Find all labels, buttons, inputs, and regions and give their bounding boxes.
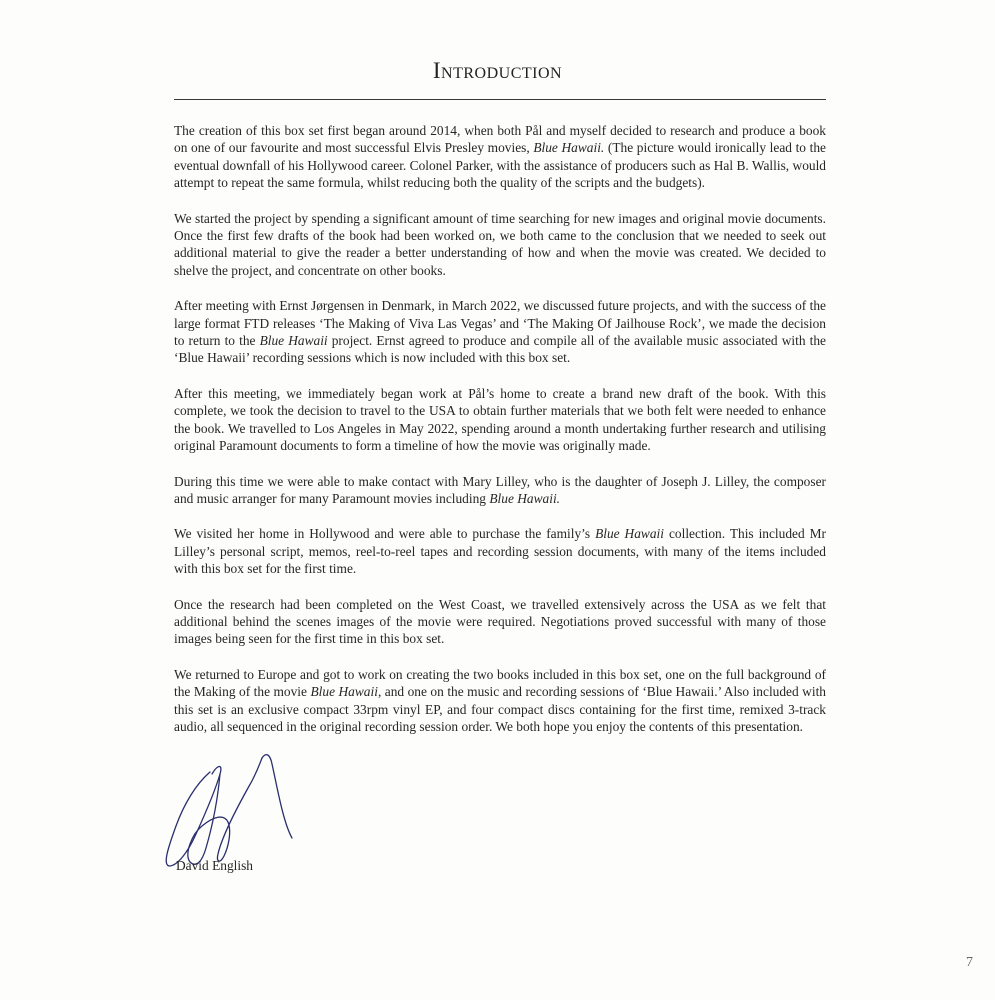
body-paragraph — [174, 385, 826, 455]
italic-title: Blue Hawaii. — [489, 490, 561, 506]
body-paragraph — [174, 473, 826, 508]
italic-title: Blue Hawaii. — [533, 140, 605, 156]
text-run: After this meeting, we immediately began work at Pål’s home to create a brand new draft of the book. With this complete, we took the decision to travel to the USA to obtain further materials that we both felt were needed to enhance the book. We travelled to Los Angeles in May 2022, spending around a month undertaking further research and utilising original Paramount documents to form a timeline of how the movie was originally made. — [174, 385, 826, 454]
signer-name: David English — [176, 858, 253, 873]
body-paragraph — [174, 297, 826, 367]
page-title: Introduction — [432, 58, 563, 83]
text-run: During this time we were able to make contact with Mary Lilley, who is the daughter of Joseph J. Lilley, the composer and music arranger for many Paramount movies including — [174, 473, 826, 506]
body-paragraph — [174, 666, 826, 736]
text-run: After meeting with Ernst Jørgensen in Denmark, in March 2022, we discussed future projects, and with the success of the large format FTD releases ‘The Making of Viva Las Vegas’ and ‘The Making Of Jailhouse Rock’, we made the decision to return to the — [174, 298, 826, 349]
body-paragraph — [174, 210, 826, 280]
body-text — [174, 122, 826, 753]
text-run: Once the research had been completed on the West Coast, we travelled extensively across the USA as we felt that additional behind the scenes images of the movie were required. Negotiations proved successful with many of those images being seen for the first time in this box set. — [174, 596, 826, 647]
text-run: The creation of this box set first began around 2014, when both Pål and myself decided to research and produce a book on one of our favourite and most successful Elvis Presley movies, — [174, 123, 826, 156]
text-run: We visited her home in Hollywood and were able to purchase the family’s — [174, 526, 596, 542]
text-run: We returned to Europe and got to work on creating the two books included in this box set, one on the full background of the Making of the movie — [174, 666, 826, 700]
italic-title: Blue Hawaii — [310, 684, 378, 700]
body-paragraph — [174, 122, 826, 192]
text-run: (The picture would ironically lead to the eventual downfall of his Hollywood career. Colonel Parker, with the assistance of producers such as Hal B. Wallis, would attempt to repeat the same formula, whilst reducing both the quality of the scripts and the budgets). — [174, 140, 826, 191]
text-run: We started the project by spending a significant amount of time searching for new images and original movie documents. Once the first few drafts of the book had been worked on, we both came to the conclusion that we needed to seek out additional material to give the reader a better understanding of how and when the movie was created. We decided to shelve the project, and concentrate on other books. — [174, 210, 826, 278]
italic-title: Blue Hawaii — [259, 333, 328, 349]
page-number: 7 — [966, 955, 973, 970]
body-paragraph — [174, 525, 826, 577]
italic-title: Blue Hawaii — [595, 526, 664, 542]
body-paragraph — [174, 596, 826, 648]
title-divider — [174, 99, 826, 100]
text-run: project. Ernst agreed to produce and compile all of the available music associated with the ‘Blue Hawaii’ recording sessions which is now included with this box set. — [174, 333, 826, 366]
text-run: collection. This included Mr Lilley’s personal script, memos, reel-to-reel tapes and recording session documents, with many of the items included with this box set for the first time. — [174, 526, 827, 577]
text-run: , and one on the music and recording sessions of ‘Blue Hawaii.’ Also included with this set is an exclusive compact 33rpm vinyl EP, and four compact discs containing for the first time, remixed 3-track audio, all sequenced in the original recording session order. We both hope you enjoy the contents of this presentation. — [174, 684, 826, 734]
